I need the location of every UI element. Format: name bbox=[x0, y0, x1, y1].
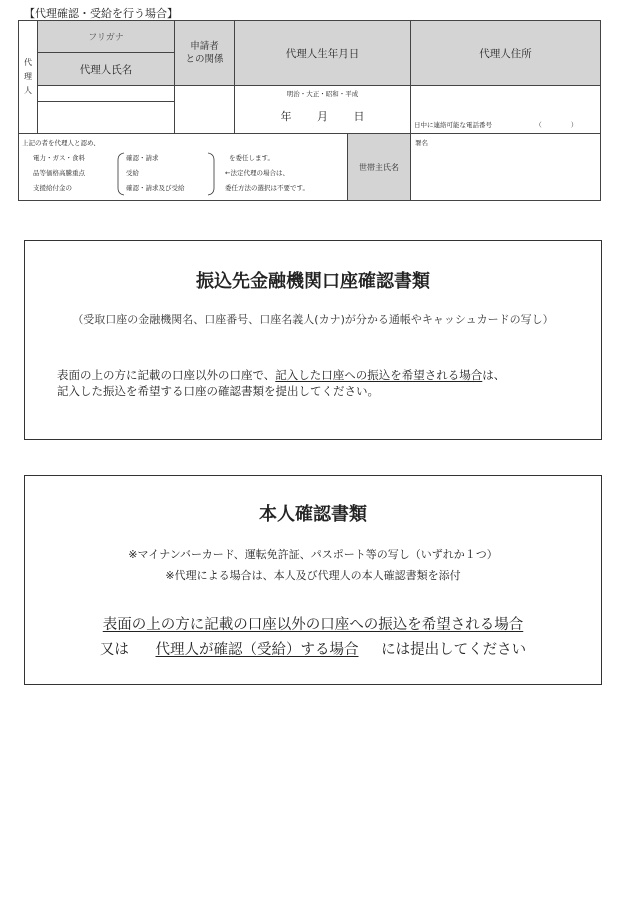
relation-input[interactable] bbox=[175, 86, 235, 134]
era-options: 明治・大正・昭和・平成 bbox=[286, 90, 359, 98]
furigana-header: フリガナ bbox=[38, 21, 175, 53]
address-input[interactable]: 日中に連絡可能な電話番号 （ ） bbox=[411, 86, 601, 134]
delegation-intro: 上記の者を代理人と認め、 bbox=[22, 139, 100, 147]
bank-box-instructions: 表面の上の方に記載の口座以外の口座で、記入した口座への振込を希望される場合は、 記入した振込を希望する口座の確認書類を提出してください。 bbox=[57, 368, 506, 398]
option-confirm-claim-receive[interactable]: 確認・請求及び受給 bbox=[126, 184, 185, 192]
proxy-side-label: 代 理 人 bbox=[19, 21, 38, 134]
day-label: 日 bbox=[353, 110, 365, 123]
option-receive[interactable]: 受給 bbox=[126, 169, 139, 177]
bank-box-title: 振込先金融機関口座確認書類 bbox=[196, 271, 430, 292]
bank-condition-underlined: 記入した口座への振込を希望される場合 bbox=[275, 368, 483, 382]
furigana-input[interactable] bbox=[38, 86, 175, 102]
birthdate-header: 代理人生年月日 bbox=[235, 21, 411, 86]
bank-box-note: （受取口座の金融機関名、口座番号、口座名義人(カナ)が分かる通帳やキャッシュカードの写し） bbox=[72, 313, 554, 326]
left-brace bbox=[115, 152, 125, 196]
birthdate-input[interactable] bbox=[235, 86, 411, 134]
phone-label: 日中に連絡可能な電話番号 bbox=[414, 121, 492, 129]
id-box-note-1: ※マイナンバーカード、運転免許証、パスポート等の写し（いずれか１つ） bbox=[128, 548, 498, 561]
year-label: 年 bbox=[280, 110, 292, 123]
month-label: 月 bbox=[317, 110, 328, 123]
option-confirm-claim[interactable]: 確認・請求 bbox=[126, 154, 159, 162]
proxy-section-title: 【代理確認・受給を行う場合】 bbox=[24, 7, 178, 20]
signature-input[interactable] bbox=[411, 134, 601, 201]
proxy-form-table bbox=[18, 20, 601, 201]
proxy-name-input[interactable] bbox=[38, 102, 175, 134]
id-box-note-2: ※代理による場合は、本人及び代理人の本人確認書類を添付 bbox=[165, 569, 461, 582]
address-header: 代理人住所 bbox=[411, 21, 601, 86]
delegation-cell: 上記の者を代理人と認め、 電力・ガス・食料 品等価格高騰重点 支援給付金の 確認・請求 受給 確認・請求及び受給 を委任します。 ←法定代理の場合は、 委任方法の選択は不要です。 bbox=[19, 134, 348, 201]
householder-header: 世帯主氏名 bbox=[348, 134, 411, 201]
relation-header: 申請者 との関係 bbox=[175, 21, 235, 86]
right-brace bbox=[207, 152, 217, 196]
signature-label: 署名 bbox=[415, 139, 428, 147]
bank-document-box bbox=[24, 240, 602, 440]
proxy-name-header: 代理人氏名 bbox=[38, 53, 175, 86]
id-box-condition-2: 又は 代理人が確認（受給）する場合 には提出してください bbox=[99, 642, 527, 658]
id-box-title: 本人確認書類 bbox=[259, 504, 367, 525]
id-box-condition-1: 表面の上の方に記載の口座以外の口座への振込を希望される場合 bbox=[102, 617, 524, 633]
id-document-box bbox=[24, 475, 602, 685]
